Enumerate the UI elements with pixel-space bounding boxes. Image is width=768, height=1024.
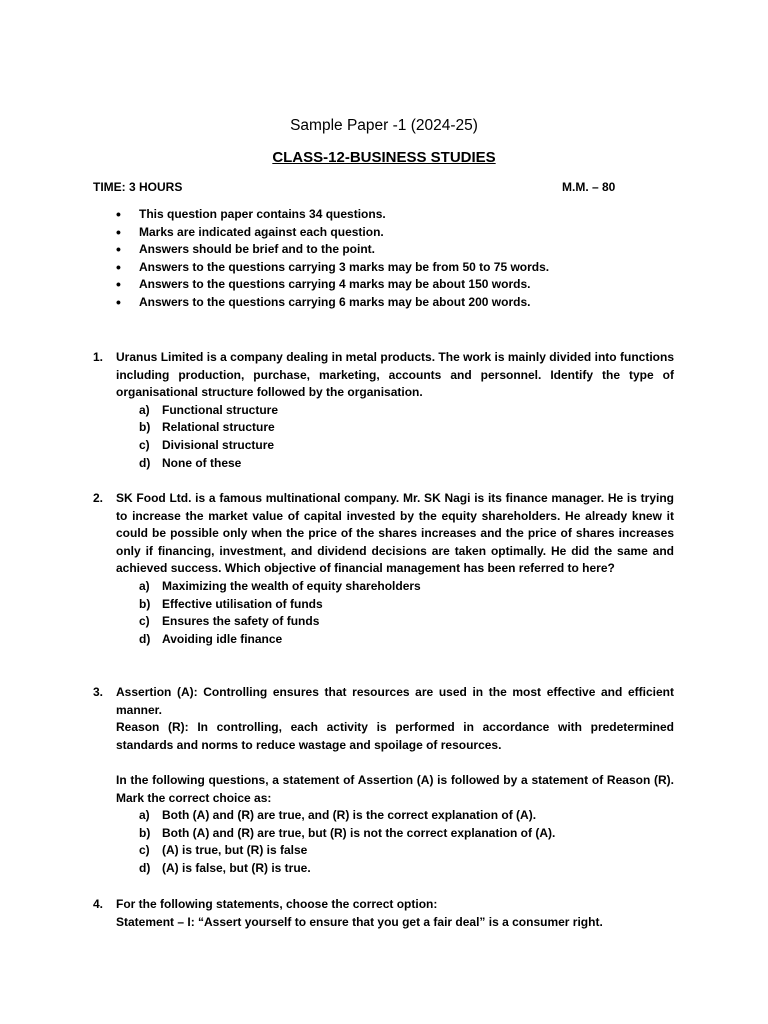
question-number: 3. [93, 685, 104, 699]
option-label: d) [139, 455, 151, 470]
option-label: a) [139, 578, 150, 593]
option-text: Functional structure [162, 402, 279, 417]
option-label: c) [139, 843, 150, 858]
option-label: b) [139, 420, 151, 435]
assertion-reason-instruction: In the following questions, a statement of Assertion (A) is followed by a statement of Reason (R). Mark the correct choice as: [116, 772, 674, 805]
option-label: b) [139, 596, 151, 611]
options-list [116, 807, 674, 877]
option-label: c) [139, 437, 150, 452]
option-text: Divisional structure [162, 437, 275, 452]
reason-text: Reason (R): In controlling, each activity is performed in accordance with predetermined standards and norms to reduce wastage and spoilage of resources. [116, 720, 674, 752]
option-text: Relational structure [162, 420, 275, 435]
paper-subtitle: CLASS-12-BUSINESS STUDIES [272, 149, 496, 166]
option-text: (A) is true, but (R) is false [162, 843, 308, 858]
maximum-marks: M.M. – 80 [562, 180, 616, 194]
question-number: 1. [93, 350, 104, 364]
question-3 [93, 684, 674, 878]
time-allowed: TIME: 3 HOURS [93, 180, 183, 194]
option-label: d) [139, 631, 151, 646]
instruction-item: • Answers should be brief and to the point. [116, 241, 549, 259]
option-label: a) [139, 402, 150, 417]
option-text: Maximizing the wealth of equity shareholders [162, 578, 421, 593]
option-item [116, 807, 674, 825]
question-number: 4. [93, 897, 104, 911]
option-item [116, 596, 674, 614]
option-item [116, 631, 674, 649]
option-label: a) [139, 808, 150, 823]
paper-title: Sample Paper -1 (2024-25) [290, 117, 478, 134]
option-item [116, 419, 674, 437]
option-text: Avoiding idle finance [162, 631, 283, 646]
option-label: c) [139, 614, 150, 629]
assertion-text: Assertion (A): Controlling ensures that resources are used in the most effective and efficient manner. [116, 685, 674, 717]
question-1 [93, 349, 674, 472]
option-item [116, 842, 674, 860]
option-item [116, 860, 674, 878]
option-item [116, 613, 674, 631]
instruction-item: • Marks are indicated against each question. [116, 224, 549, 242]
option-text: Ensures the safety of funds [162, 614, 320, 629]
instruction-item: • Answers to the questions carrying 3 marks may be from 50 to 75 words. [116, 259, 549, 277]
question-number: 2. [93, 491, 104, 505]
spacer [116, 754, 674, 772]
instruction-item: • Answers to the questions carrying 6 marks may be about 200 words. [116, 294, 549, 312]
option-item [116, 437, 674, 455]
option-text: (A) is false, but (R) is true. [162, 860, 311, 875]
options-list [116, 578, 674, 648]
options-list [116, 402, 674, 472]
option-item [116, 402, 674, 420]
option-text: Both (A) and (R) are true, but (R) is not the correct explanation of (A). [162, 825, 556, 840]
question-4 [93, 896, 674, 931]
option-text: Effective utilisation of funds [162, 596, 323, 611]
option-label: d) [139, 860, 151, 875]
instruction-item: • This question paper contains 34 questions. [116, 206, 549, 224]
question-text: For the following statements, choose the correct option: [116, 897, 438, 911]
question-text: Uranus Limited is a company dealing in metal products. The work is mainly divided into functions including production, purchase, marketing, accounts and personnel. Identify the type of organisational structure followed by the organisation. [116, 350, 674, 400]
question-2 [93, 490, 674, 648]
question-text: SK Food Ltd. is a famous multinational company. Mr. SK Nagi is its finance manager. He is trying to increase the market value of capital invested by the equity shareholders. He already knew it could be possible only when the price of the shares increases and the price of shares increases only if financing, investment, and dividend decisions are taken optimally. He did the same and achieved success. Which objective of financial management has been referred to here? [116, 491, 674, 576]
option-text: Both (A) and (R) are true, and (R) is the correct explanation of (A). [162, 808, 537, 823]
option-item [116, 825, 674, 843]
option-item [116, 578, 674, 596]
instructions-list [116, 206, 549, 312]
option-item [116, 455, 674, 473]
statement-text: Statement – I: “Assert yourself to ensure that you get a fair deal” is a consumer right. [116, 914, 603, 929]
option-label: b) [139, 825, 151, 840]
instruction-item: • Answers to the questions carrying 4 marks may be about 150 words. [116, 276, 549, 294]
option-text: None of these [162, 455, 242, 470]
